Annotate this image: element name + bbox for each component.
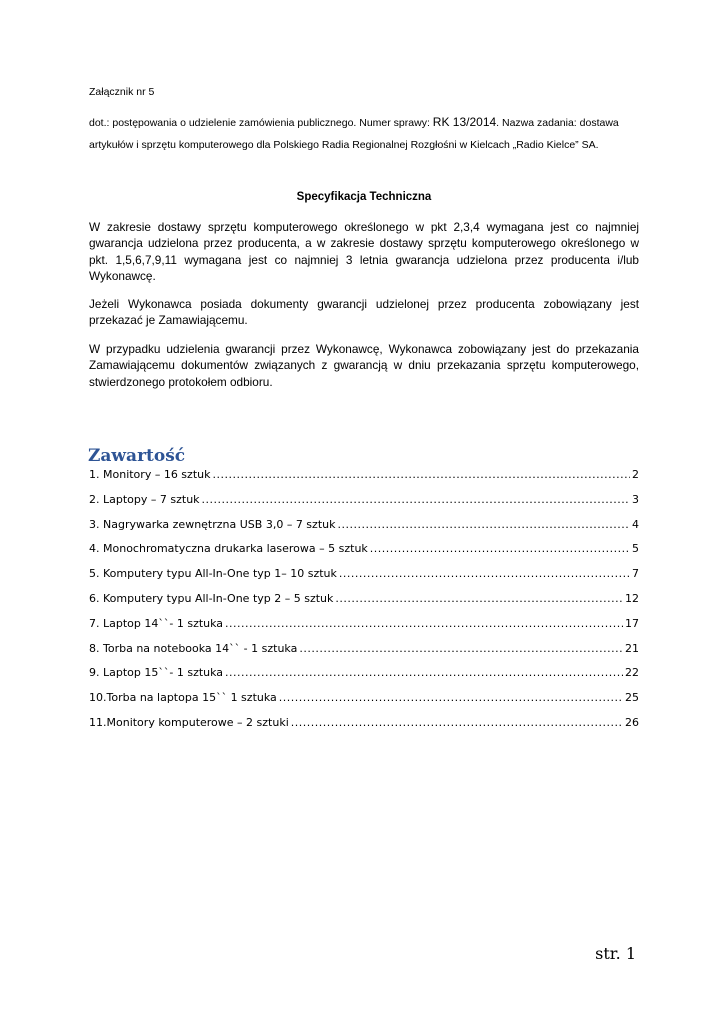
toc-item-number: 1.: [89, 468, 100, 481]
toc-item[interactable]: [89, 716, 639, 741]
toc-item-title: Laptop 15``- 1 sztuka: [103, 666, 224, 680]
toc-item-number: 10.: [89, 691, 107, 705]
toc-item-page: 4: [632, 517, 639, 531]
page-number: str. 1: [595, 944, 636, 963]
toc-dot-leader: [299, 642, 623, 655]
toc-item-title: Monochromatyczna drukarka laserowa – 5 sztuk: [103, 542, 368, 556]
toc-dot-leader: [337, 518, 630, 531]
attachment-label: Załącznik nr 5: [89, 86, 155, 98]
toc-item-title: Torba na notebooka 14`` - 1 sztuka: [103, 641, 298, 655]
toc-item-number: 5.: [89, 567, 100, 581]
toc-dot-leader: [370, 542, 630, 555]
toc-item-number: 7.: [89, 616, 100, 630]
toc-item[interactable]: [89, 592, 639, 617]
toc-dot-leader: [225, 666, 623, 679]
contractor-warranty-paragraph: W przypadku udzielenia gwarancji przez Wykonawcę, Wykonawca zobowiązany jest do przekazania Zamawiającemu dokumentów związanych z gwarancją w dniu przekazania sprzętu komputerowego, stwierdzonego protokołem odbioru.: [89, 342, 639, 389]
toc-item-page: 7: [632, 567, 639, 581]
toc-item-title: Monitory komputerowe – 2 sztuki: [106, 715, 289, 729]
toc-dot-leader: [202, 493, 630, 506]
toc-item-page: 17: [625, 616, 639, 630]
toc-dot-leader: [212, 468, 630, 481]
reference-text-start: dot.: postępowania o udzielenie zamówienia publicznego. Numer sprawy:: [89, 117, 433, 129]
toc-item[interactable]: [89, 617, 639, 642]
toc-dot-leader: [279, 691, 623, 704]
toc-item[interactable]: [89, 468, 639, 493]
toc-item-number: 3.: [89, 517, 100, 531]
toc-item-title: Nagrywarka zewnętrzna USB 3,0 – 7 sztuk: [103, 517, 336, 531]
toc-item-page: 3: [632, 492, 639, 506]
toc-item-title: Monitory – 16 sztuk: [103, 468, 211, 481]
procurement-reference: [89, 111, 639, 156]
toc-item-page: 21: [625, 641, 639, 655]
warranty-paragraph: W zakresie dostawy sprzętu komputerowego określonego w pkt 2,3,4 wymagana jest co najmniej gwarancja udzielona przez producenta, a w zakresie dostawy sprzętu komputerowego określonego w pkt. 1,5,6,7,9,11 wymagana jest co najmniej 3 letnia gwarancja udzielona przez producenta i/lub Wykonawcę.: [89, 220, 639, 283]
toc-dot-leader: [291, 716, 623, 729]
toc-dot-leader: [339, 567, 630, 580]
toc-item-title: Laptop 14``- 1 sztuka: [103, 616, 224, 630]
toc-item-page: 26: [625, 715, 639, 729]
toc-dot-leader: [335, 592, 623, 605]
toc-item-title: Komputery typu All-In-One typ 2 – 5 sztuk: [103, 591, 334, 605]
case-number: RK 13/2014: [432, 115, 497, 129]
toc-item-page: 2: [632, 468, 639, 481]
toc-heading: Zawartość: [88, 446, 186, 466]
toc-item-number: 8.: [89, 641, 100, 655]
toc-item-title: Laptopy – 7 sztuk: [103, 492, 200, 506]
toc-item[interactable]: [89, 542, 639, 567]
toc-item-page: 25: [625, 691, 639, 705]
toc-item-page: 5: [632, 542, 639, 556]
reference-text-end: . Nazwa zadania: dostawa artykułów i sprzętu komputerowego dla Polskiego Radia Regionalnej Rozgłośni w Kielcach „Radio Kielce” SA.: [89, 117, 619, 151]
toc-item[interactable]: [89, 691, 639, 716]
toc-item-number: 11.: [89, 715, 107, 729]
toc-item[interactable]: [89, 493, 639, 518]
toc-item-title: Komputery typu All-In-One typ 1– 10 sztuk: [103, 567, 337, 581]
toc-item-page: 12: [625, 591, 639, 605]
toc-item-number: 4.: [89, 542, 100, 556]
spec-title: Specyfikacja Techniczna: [296, 191, 432, 203]
toc-item-page: 22: [625, 666, 639, 680]
toc-item[interactable]: [89, 666, 639, 691]
toc-item-title: Torba na laptopa 15`` 1 sztuka: [106, 691, 277, 705]
table-of-contents: [89, 468, 639, 741]
warranty-documents-paragraph: Jeżeli Wykonawca posiada dokumenty gwarancji udzielonej przez producenta zobowiązany jest przekazać je Zamawiającemu.: [89, 297, 639, 328]
toc-item[interactable]: [89, 518, 639, 543]
toc-item[interactable]: [89, 642, 639, 667]
toc-dot-leader: [225, 617, 623, 630]
toc-item[interactable]: [89, 567, 639, 592]
toc-item-number: 9.: [89, 666, 100, 680]
toc-item-number: 2.: [89, 492, 100, 506]
toc-item-number: 6.: [89, 591, 100, 605]
